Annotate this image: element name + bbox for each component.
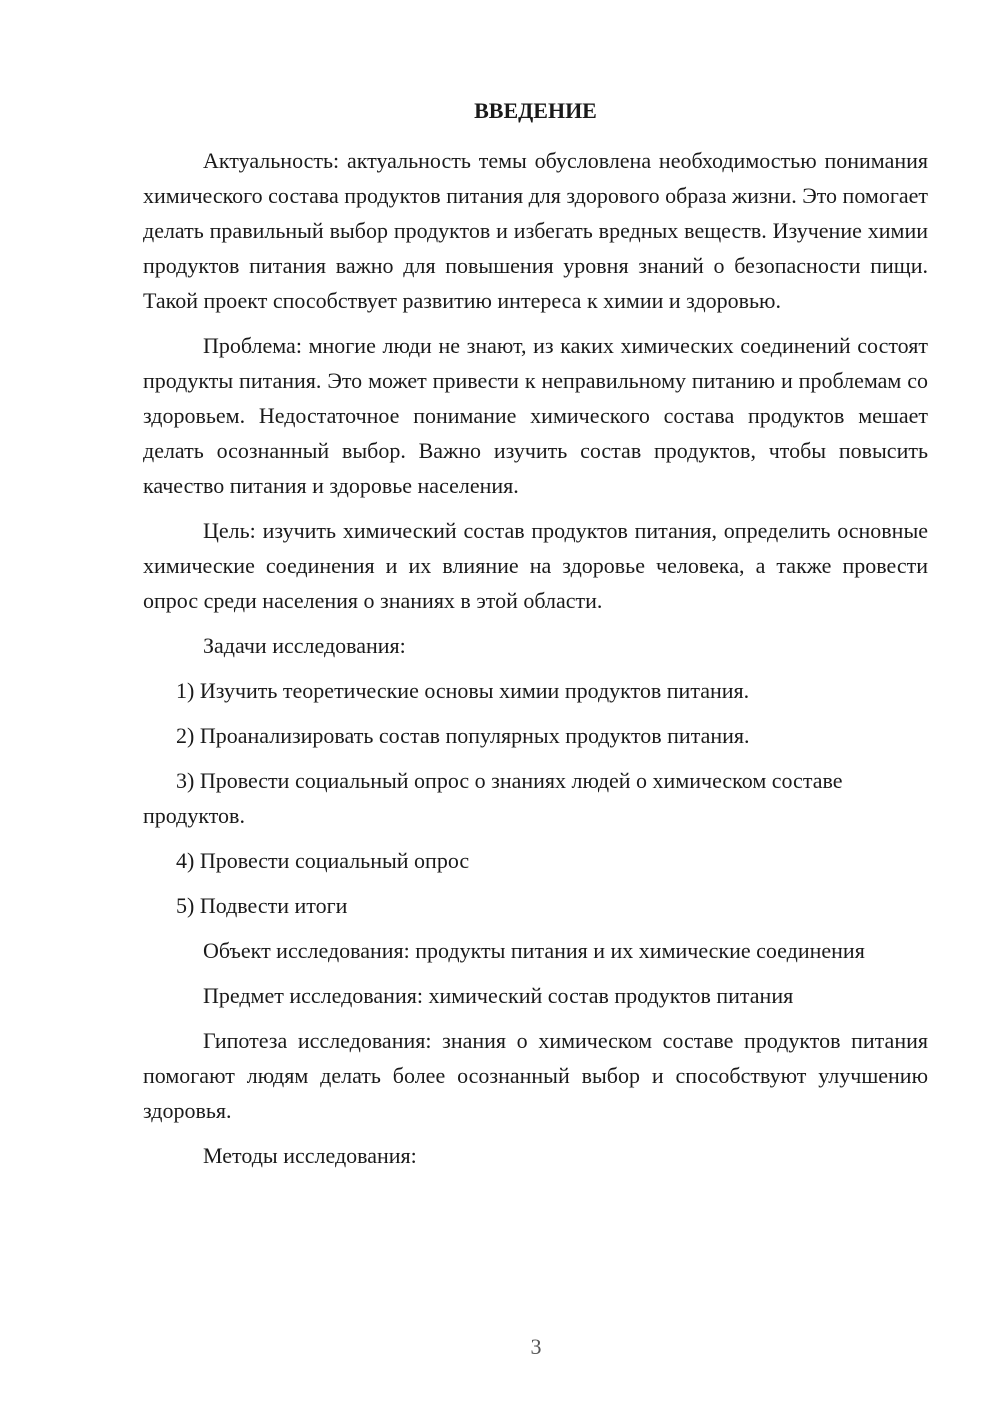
task-item-1: 1) Изучить теоретические основы химии продуктов питания. xyxy=(176,678,750,703)
task-item-5: 5) Подвести итоги xyxy=(176,893,348,918)
object-paragraph: Объект исследования: продукты питания и их химические соединения xyxy=(203,938,865,963)
subject-paragraph: Предмет исследования: химический состав продуктов питания xyxy=(203,983,794,1008)
relevance-paragraph: Актуальность: актуальность темы обусловлена необходимостью понимания химического состава продуктов питания для здорового образа жизни. Это помогает делать правильный выбор продуктов и избегать вредных веществ. Изучение химии продуктов питания важно для повышения уровня знаний о безопасности пищи. Такой проект способствует развитию интереса к химии и здоровью. xyxy=(143,148,928,313)
problem-paragraph: Проблема: многие люди не знают, из каких химических соединений состоят продукты питания. Это может привести к неправильному питанию и проблемам со здоровьем. Недостаточное понимание химического состава продуктов мешает делать осознанный выбор. Важно изучить состав продуктов, чтобы повысить качество питания и здоровье населения. xyxy=(143,333,928,498)
goal-paragraph: Цель: изучить химический состав продуктов питания, определить основные химические соединения и их влияние на здоровье человека, а также провести опрос среди населения о знаниях в этой области. xyxy=(143,518,928,613)
tasks-heading: Задачи исследования: xyxy=(203,633,406,658)
methods-paragraph: Методы исследования: xyxy=(203,1143,417,1168)
document-body xyxy=(143,143,928,1173)
task-item-2: 2) Проанализировать состав популярных продуктов питания. xyxy=(176,723,750,748)
task-item-4: 4) Провести социальный опрос xyxy=(176,848,470,873)
section-title: ВВЕДЕНИЕ xyxy=(474,98,597,123)
page-number: 3 xyxy=(530,1334,542,1359)
hypothesis-paragraph: Гипотеза исследования: знания о химическом составе продуктов питания помогают людям делать более осознанный выбор и способствуют улучшению здоровья. xyxy=(143,1028,928,1123)
task-item-3: 3) Провести социальный опрос о знаниях людей о химическом составе продуктов. xyxy=(143,768,843,828)
